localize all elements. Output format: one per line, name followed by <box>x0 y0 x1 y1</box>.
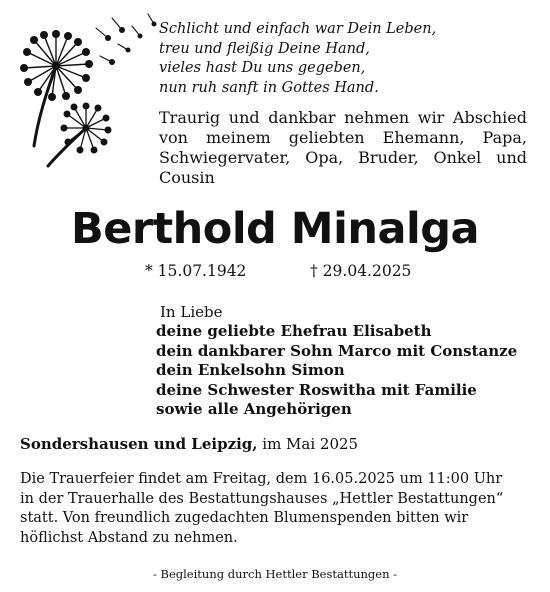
place-and-date <box>20 434 358 454</box>
mourner-line: dein Enkelsohn Simon <box>156 361 345 379</box>
funeral-line: statt. Von freundlich zugedachten Blumenspenden bitten wir <box>20 510 469 526</box>
mourner-line: deine geliebte Ehefrau Elisabeth <box>156 322 432 340</box>
mourners-heading: In Liebe <box>160 303 223 321</box>
funeral-line: in der Trauerhalle des Bestattungshauses „Hettler Bestattungen“ <box>20 490 504 507</box>
funeral-info <box>20 470 532 548</box>
poem-line: Schlicht und einfach war Dein Leben, <box>159 21 437 37</box>
mourner-line: dein dankbarer Sohn Marco mit Constanze <box>156 341 518 360</box>
deceased-name: Berthold Minalga <box>70 204 480 254</box>
poem <box>159 20 436 98</box>
mourner-line: deine Schwester Roswitha mit Familie <box>156 380 477 399</box>
mourners-list <box>156 322 517 420</box>
funeral-home-footer: - Begleitung durch Hettler Bestattungen - <box>152 567 398 581</box>
funeral-line: Die Trauerfeier findet am Freitag, dem 16.05.2025 um 11:00 Uhr <box>20 471 503 487</box>
farewell-intro: Traurig und dankbar nehmen wir Abschied von meinem geliebten Ehemann, Papa, Schwiegervater, Opa, Bruder, Onkel und Cousin <box>159 108 527 187</box>
poem-line: vieles hast Du uns gegeben, <box>159 60 366 76</box>
place-location: Sondershausen und Leipzig, <box>20 435 258 453</box>
death-date: † 29.04.2025 <box>310 262 412 280</box>
notice-date: im Mai 2025 <box>257 435 359 453</box>
poem-line: nun ruh sanft in Gottes Hand. <box>159 79 379 96</box>
poem-line: treu und fleißig Deine Hand, <box>159 40 370 57</box>
funeral-line: höflichst Abstand zu nehmen. <box>20 529 238 546</box>
dandelion-icon <box>4 4 184 174</box>
mourner-line: sowie alle Angehörigen <box>156 400 352 418</box>
birth-date: * 15.07.1942 <box>145 262 247 280</box>
